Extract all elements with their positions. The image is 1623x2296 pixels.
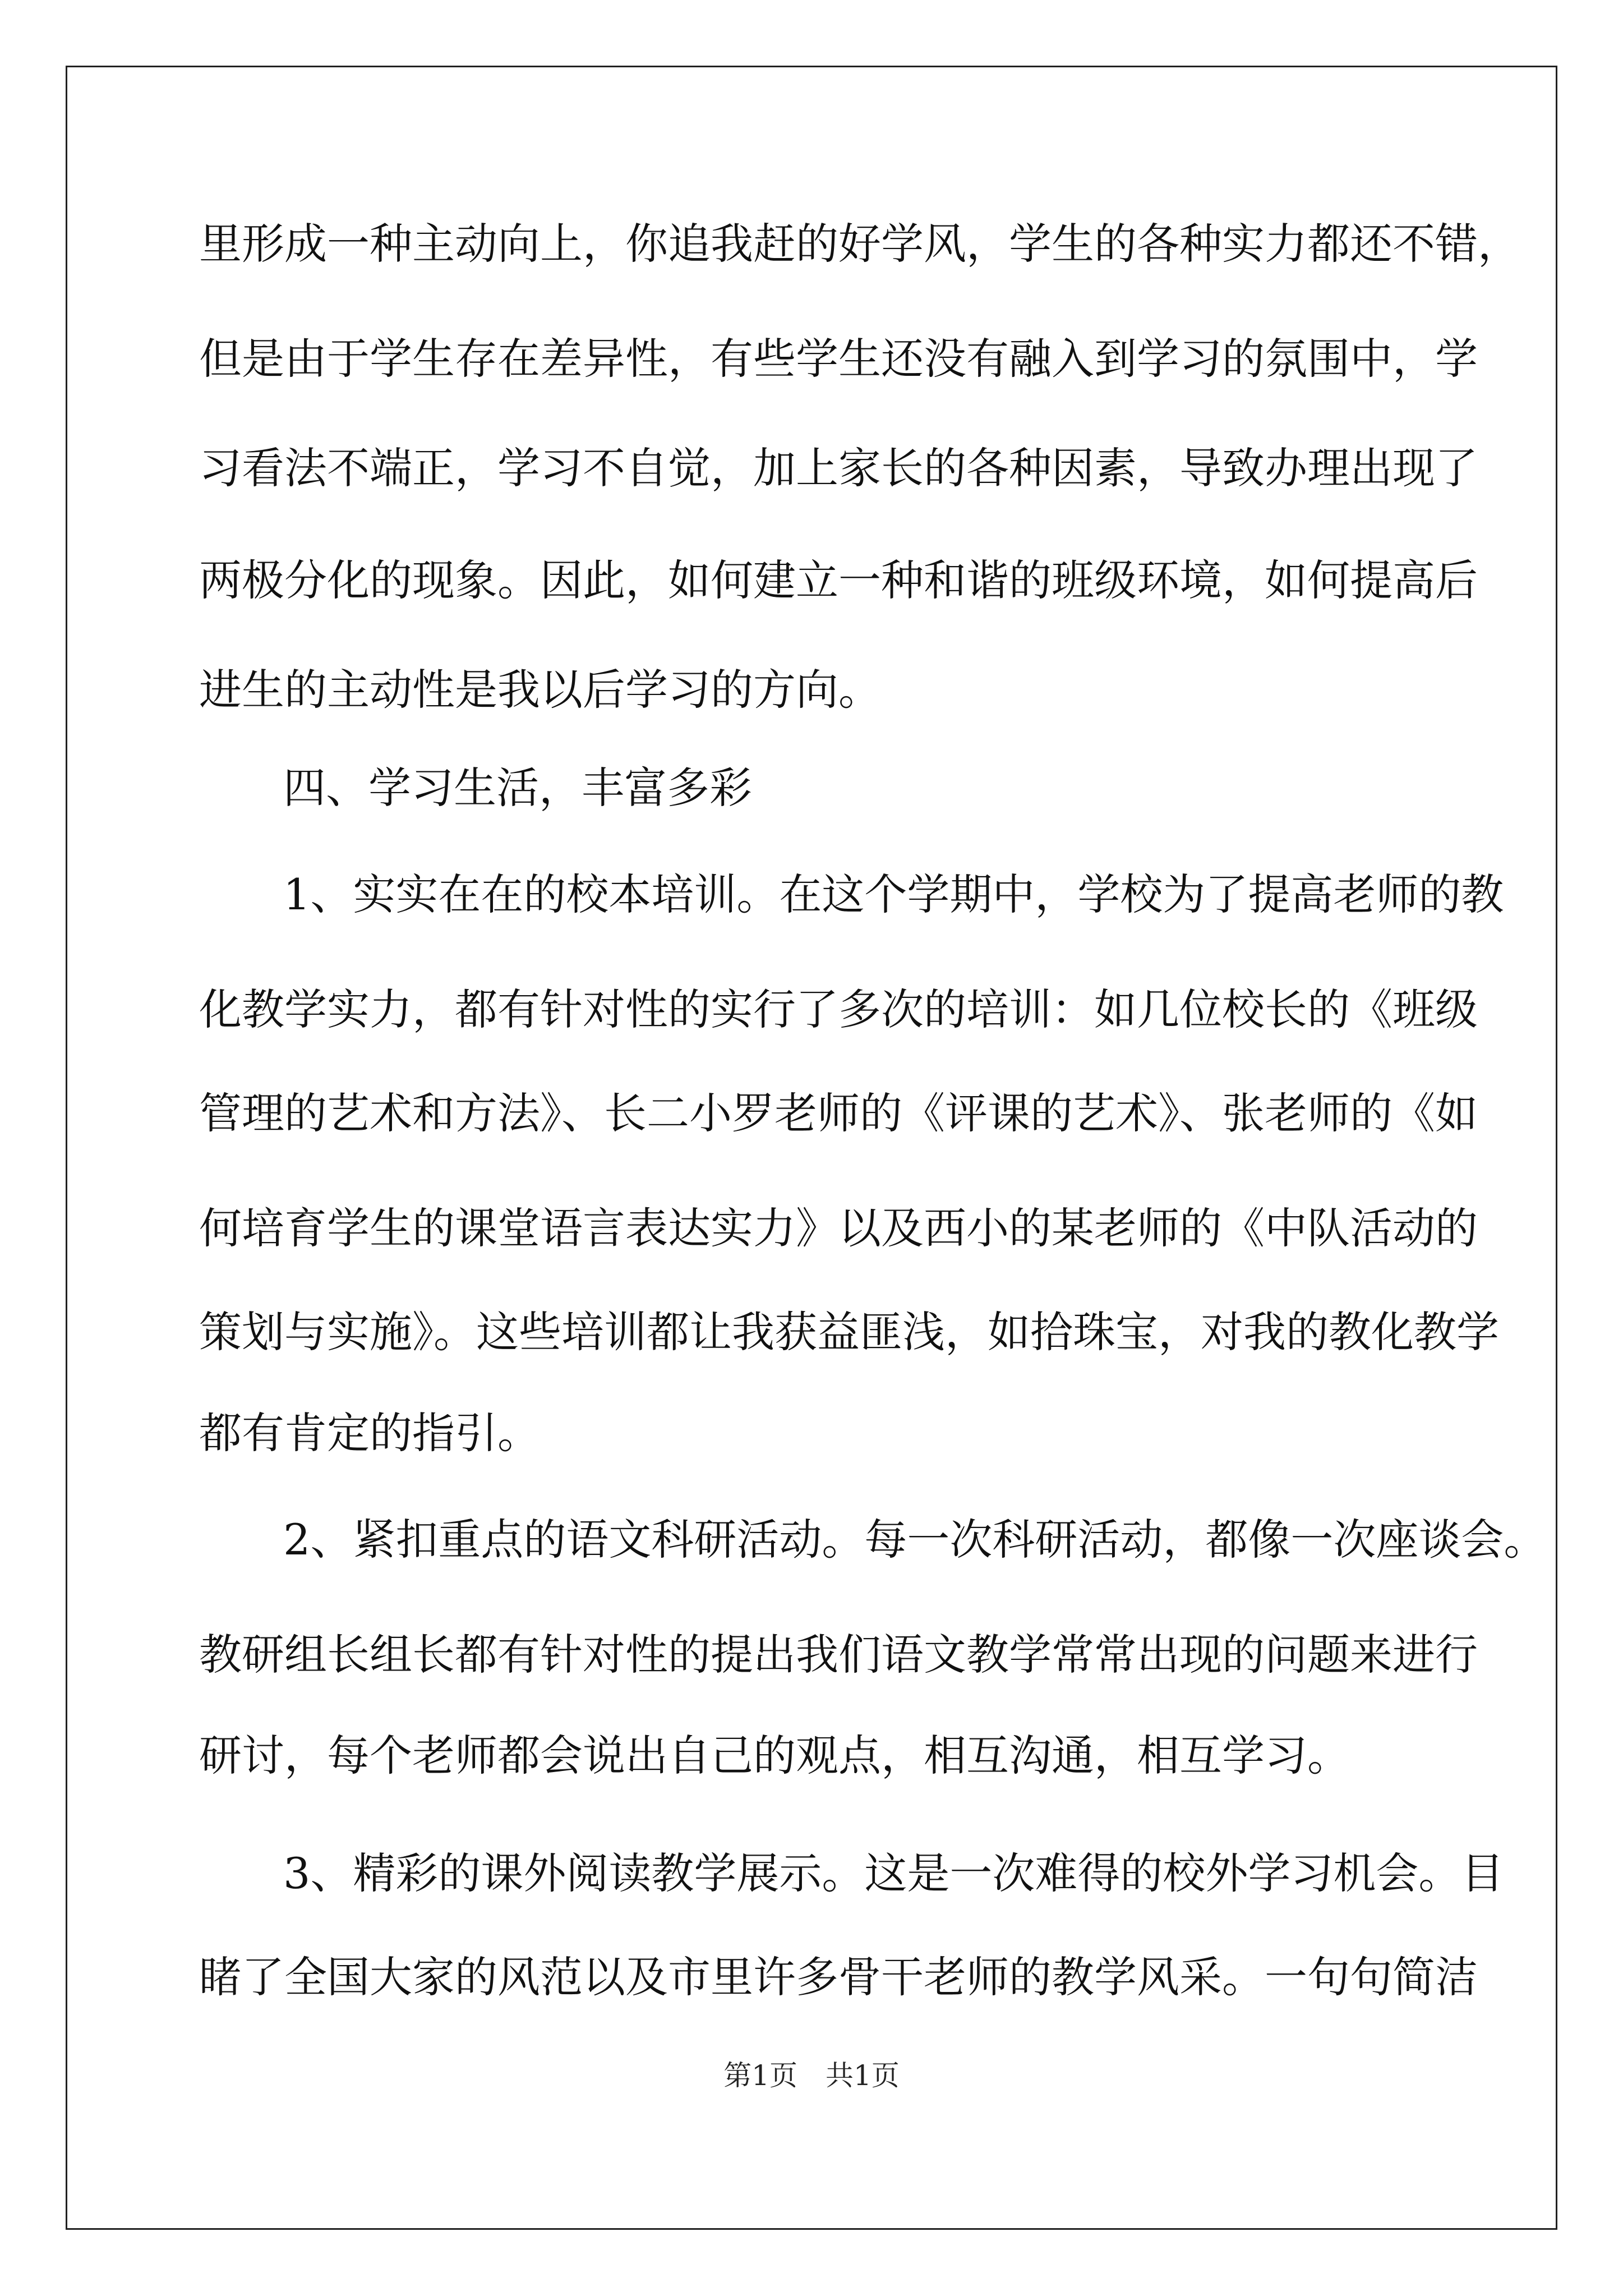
text-line: 研讨，每个老师都会说出自己的观点，相互沟通，相互学习。 — [199, 1731, 1350, 1780]
text-line: 里形成一种主动向上，你追我赶的好学风，学生的各种实力都还不错， — [199, 219, 1520, 269]
text-line: 两极分化的现象。因此，如何建立一种和谐的班级环境，如何提高后 — [199, 555, 1478, 605]
text-line: 3、精彩的课外阅读教学展示。这是一次难得的校外学习机会。目 — [283, 1848, 1504, 1898]
page-border — [66, 66, 1557, 2230]
text-line: 睹了全国大家的风范以及市里许多骨干老师的教学风采。一句句简洁 — [199, 1952, 1478, 2002]
text-line: 1、实实在在的校本培训。在这个学期中，学校为了提高老师的教 — [283, 869, 1504, 919]
text-line: 教研组长组长都有针对性的提出我们语文教学常常出现的问题来进行 — [199, 1630, 1478, 1680]
text-line: 都有肯定的指引。 — [199, 1408, 540, 1458]
section-heading: 四、学习生活，丰富多彩 — [283, 763, 752, 813]
text-line: 管理的艺术和方法》、长二小罗老师的《评课的艺术》、张老师的《如 — [199, 1088, 1478, 1138]
text-line: 但是由于学生存在差异性，有些学生还没有融入到学习的氛围中，学 — [199, 334, 1478, 384]
text-line: 习看法不端正，学习不自觉，加上家长的各种因素，导致办理出现了 — [199, 443, 1478, 493]
text-line: 策划与实施》。这些培训都让我获益匪浅，如拾珠宝，对我的教化教学 — [199, 1307, 1499, 1357]
text-line: 2、紧扣重点的语文科研活动。每一次科研活动，都像一次座谈会。 — [283, 1515, 1547, 1565]
page-number-footer: 第1页 共1页 — [723, 2059, 900, 2092]
text-line: 何培育学生的课堂语言表达实力》以及西小的某老师的《中队活动的 — [199, 1203, 1478, 1253]
text-line: 进生的主动性是我以后学习的方向。 — [199, 665, 881, 715]
text-line: 化教学实力，都有针对性的实行了多次的培训：如几位校长的《班级 — [199, 984, 1478, 1034]
